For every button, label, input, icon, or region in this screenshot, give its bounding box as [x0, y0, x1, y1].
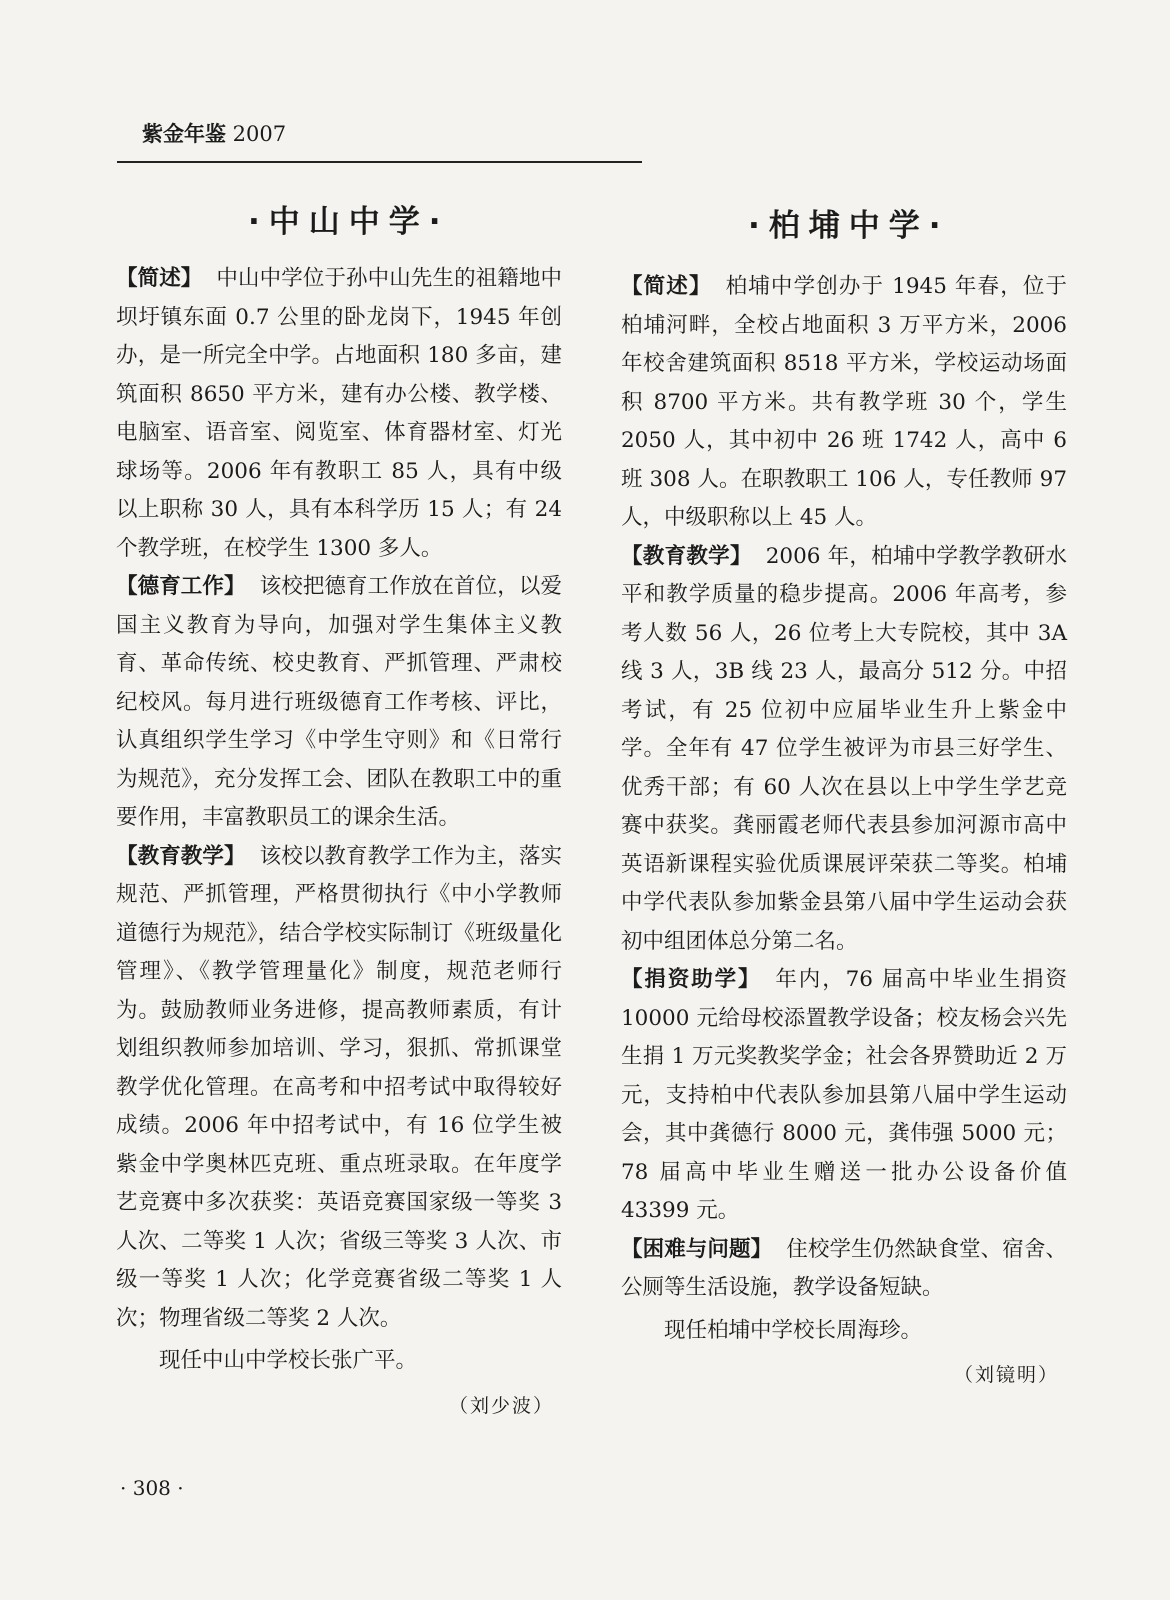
- section-heading: 【教育教学】: [116, 843, 246, 869]
- section-text: 2006 年，柏埔中学教学教研水平和教学质量的稳步提高。2006 年高考，参考人数 56 人，26 位考上大专院校，其中 3A 线 3 人，3B 线 23 人，最高分 512 分。中招考试，有 25 位初中应届毕业生升上紫金中学。全年有 47 位学生被评为市县三好学生、优秀干部；有 60 人次在县以上中学生学艺竞赛中获奖。龚丽霞老师代表县参加河源市高中英语新课程实验优质课展评荣获二等奖。柏埔中学代表队参加紫金县第八届中学生运动会获初中组团体总分第二名。: [621, 543, 1067, 954]
- header-rule: [117, 161, 642, 163]
- left-section-teaching: [116, 838, 562, 1339]
- left-article-title: ·中山中学·: [248, 204, 450, 240]
- running-header: [142, 120, 286, 148]
- right-column: [621, 268, 1067, 1395]
- section-text: 中山中学位于孙中山先生的祖籍地中坝圩镇东面 0.7 公里的卧龙岗下，1945 年创办，是一所完全中学。占地面积 180 多亩，建筑面积 8650 平方米，建有办公楼、教学楼、电脑室、语音室、阅览室、体育器材室、灯光球场等。2006 年有教职工 85 人，具有中级以上职称 30 人，具有本科学历 15 人；有 24 个教学班，在校学生 1300 多人。: [116, 266, 562, 561]
- section-text: 柏埔中学创办于 1945 年春，位于柏埔河畔，全校占地面积 3 万平方米，2006 年校舍建筑面积 8518 平方米，学校运动场面积 8700 平方米。共有教学班 30 个，学生 2050 人，其中初中 26 班 1742 人，高中 6 班 308 人。在职教职工 106 人，专任教师 97 人，中级职称以上 45 人。: [621, 274, 1067, 530]
- section-heading: 【简述】: [116, 266, 203, 291]
- page-number: · 308 ·: [120, 1476, 184, 1500]
- right-author: （刘镜明）: [953, 1364, 1059, 1386]
- right-principal: 现任柏埔中学校长周海珍。: [664, 1317, 923, 1343]
- section-text: 年内，76 届高中毕业生捐资 10000 元给母校添置教学设备；校友杨会兴先生捐 1 万元奖教奖学金；社会各界赞助近 2 万元，支持柏中代表队参加县第八届中学生运动会，其中龚德行 8000 元，龚伟强 5000 元；78 届高中毕业生赠送一批办公设备价值 43399 元。: [621, 967, 1067, 1223]
- left-column: [116, 260, 562, 1425]
- section-heading: 【捐资助学】: [621, 967, 762, 992]
- left-principal: 现任中山中学校长张广平。: [159, 1348, 418, 1373]
- right-section-problems: [621, 1231, 1067, 1308]
- section-heading: 【困难与问题】: [621, 1236, 773, 1262]
- right-section-donations: [621, 961, 1067, 1231]
- book-year: 2007: [226, 122, 287, 146]
- section-heading: 【德育工作】: [116, 574, 246, 599]
- section-text: 住校学生仍然缺食堂、宿舍、公厕等生活设施，教学设备短缺。: [621, 1236, 1067, 1300]
- section-heading: 【教育教学】: [621, 543, 752, 569]
- book-title: 紫金年鉴: [142, 122, 226, 146]
- right-section-overview: [621, 268, 1067, 538]
- section-text: 该校以教育教学工作为主，落实规范、严抓管理，严格贯彻执行《中小学教师道德行为规范》，结合学校实际制订《班级量化管理》、《教学管理量化》制度，规范老师行为。鼓励教师业务进修，提高教师素质，有计划组织教师参加培训、学习，狠抓、常抓课堂教学优化管理。在高考和中招考试中取得较好成绩。2006 年中招考试中，有 16 位学生被紫金中学奥林匹克班、重点班录取。在年度学艺竞赛中多次获奖：英语竞赛国家级一等奖 3 人次、二等奖 1 人次；省级三等奖 3 人次、市级一等奖 1 人次；化学竞赛省级二等奖 1 人次；物理省级二等奖 2 人次。: [116, 843, 562, 1331]
- left-section-overview: [116, 260, 562, 568]
- section-text: 该校把德育工作放在首位，以爱国主义教育为导向，加强对学生集体主义教育、革命传统、校史教育、严抓管理、严肃校纪校风。每月进行班级德育工作考核、评比，认真组织学生学习《中学生守则》和《日常行为规范》，充分发挥工会、团队在教职工中的重要作用，丰富教职员工的课余生活。: [116, 574, 562, 830]
- right-section-teaching: [621, 538, 1067, 962]
- left-section-moral: [116, 568, 562, 838]
- left-author: （刘少波）: [448, 1394, 554, 1417]
- section-heading: 【简述】: [621, 274, 712, 299]
- right-article-title: ·柏埔中学·: [748, 208, 950, 244]
